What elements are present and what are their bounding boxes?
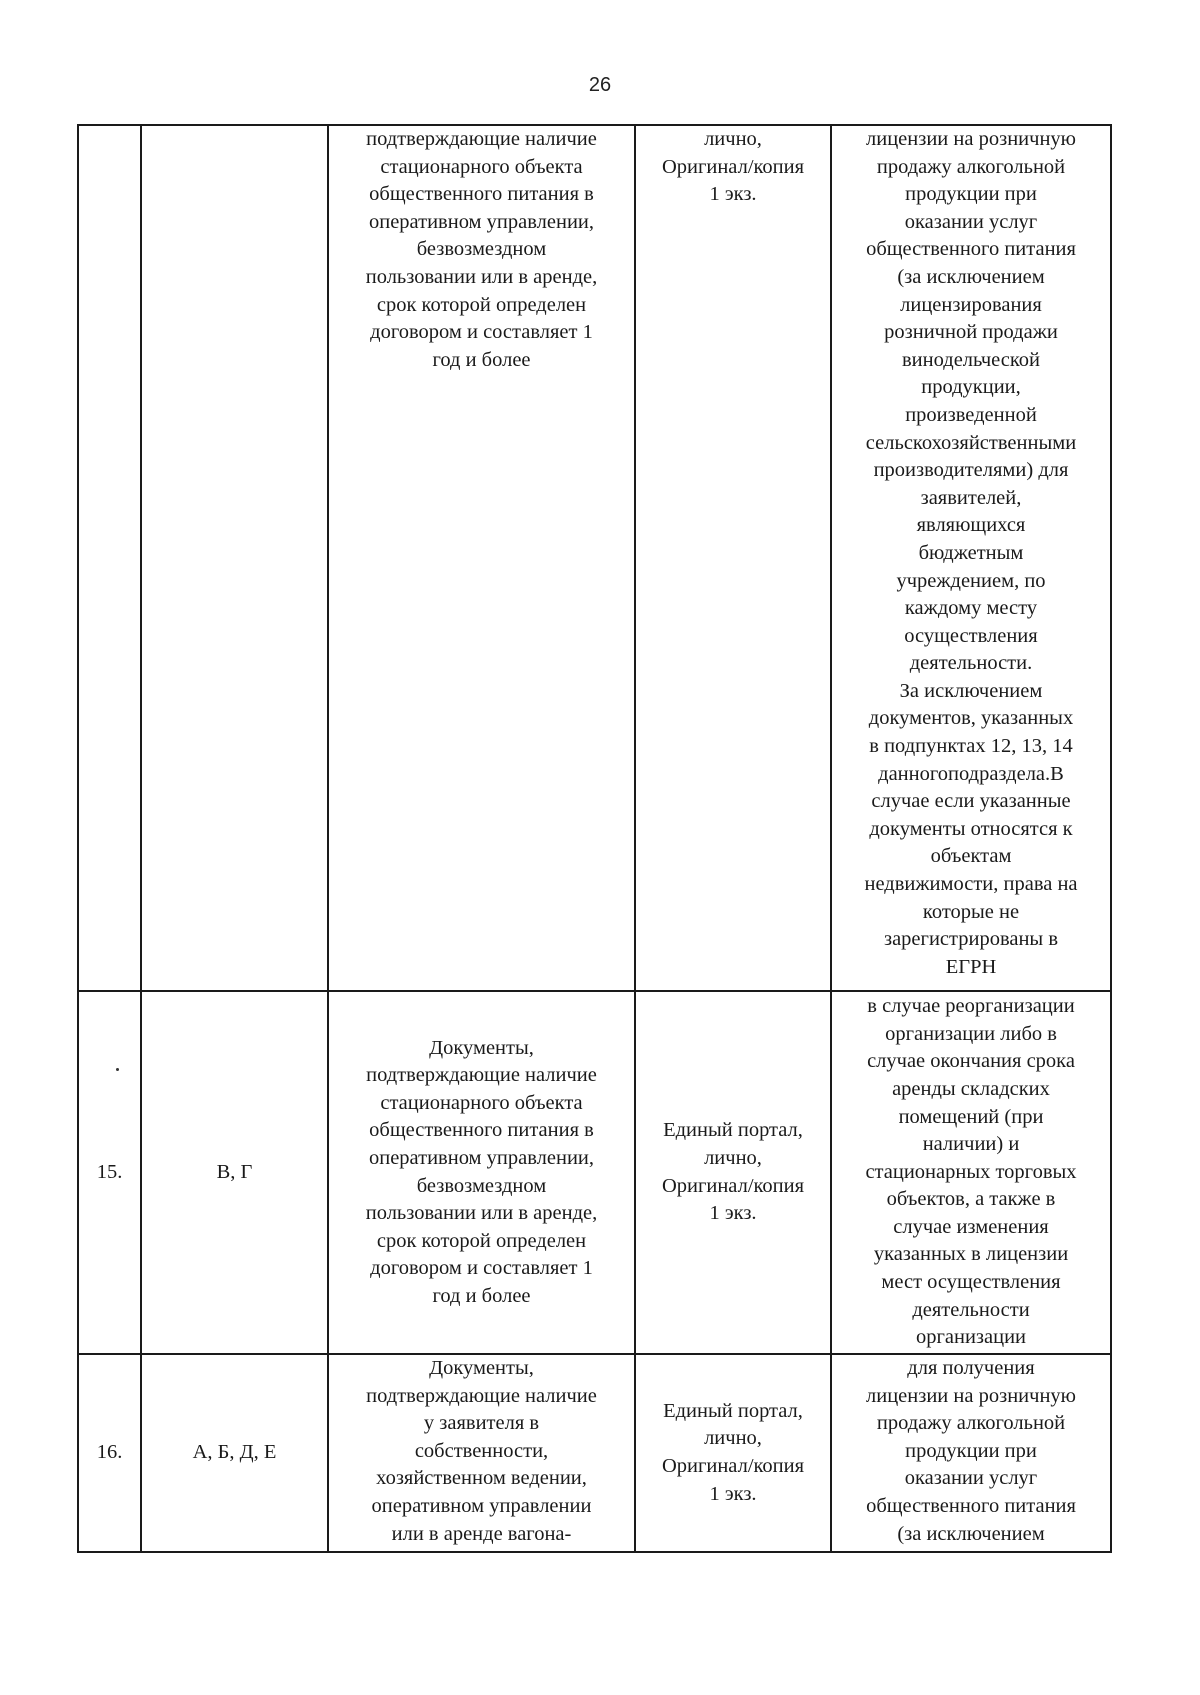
- conditions-cell: [831, 125, 1111, 991]
- conditions-text: для получения лицензии на розничную продажу алкогольной продукции при оказании услуг общественного питания (за исключением: [866, 1357, 1076, 1545]
- categories-cell: [141, 991, 328, 1354]
- row-number: 15.: [96, 1160, 123, 1183]
- conditions-cell: [831, 991, 1111, 1354]
- table-row: [78, 1354, 1111, 1552]
- categories-cell: [141, 125, 328, 991]
- conditions-cell: [831, 1354, 1111, 1552]
- submission-text: Единый портал, лично, Оригинал/копия 1 экз.: [661, 1119, 805, 1225]
- table-row: [78, 991, 1111, 1354]
- stray-mark: [116, 1068, 119, 1071]
- documents-cell: [328, 125, 635, 991]
- submission-text: Единый портал, лично, Оригинал/копия 1 экз.: [661, 1399, 805, 1505]
- documents-text: подтверждающие наличие стационарного объекта общественного питания в оперативном управлении, безвозмездном пользовании или в аренде, срок которой определен договором и составляет 1 год и более: [365, 128, 598, 371]
- documents-cell: [328, 991, 635, 1354]
- documents-text: Документы, подтверждающие наличие стационарного объекта общественного питания в оперативном управлении, безвозмездном пользовании или в аренде, срок которой определен договором и составляет 1 год и более: [365, 1036, 598, 1307]
- categories: А, Б, Д, Е: [192, 1441, 277, 1464]
- conditions-text: лицензии на розничную продажу алкогольной продукции при оказании услуг общественного питания (за исключением лицензирования розничной продажи винодельческой продукции, произведенной сельскохозяйственными производителями) для заявителей, являющихся бюджетным учреждением, по каждому месту осуществления деятельности. За исключением документов, указанных в подпунктах 12, 13, 14 данногоподраздела.В случае если указанные документы относятся к объектам недвижимости, права на которые не зарегистрированы в ЕГРН: [864, 128, 1078, 978]
- categories-cell: [141, 1354, 328, 1552]
- requirements-table: [77, 124, 1112, 1553]
- submission-text: лично, Оригинал/копия 1 экз.: [661, 128, 805, 206]
- documents-cell: [328, 1354, 635, 1552]
- row-number-cell: [78, 1354, 141, 1552]
- submission-cell: [635, 991, 831, 1354]
- submission-cell: [635, 1354, 831, 1552]
- submission-cell: [635, 125, 831, 991]
- table-row: [78, 125, 1111, 991]
- row-number-cell: [78, 991, 141, 1354]
- conditions-text: в случае реорганизации организации либо в случае окончания срока аренды складских помещений (при наличии) и стационарных торговых объектов, а также в случае изменения указанных в лицензии мест осуществления деятельности организации: [865, 995, 1077, 1349]
- documents-text: Документы, подтверждающие наличие у заявителя в собственности, хозяйственном ведении, оперативном управлении или в аренде вагона-: [366, 1357, 597, 1545]
- page-number: 26: [588, 74, 612, 96]
- categories: В, Г: [216, 1160, 253, 1183]
- row-number-cell: [78, 125, 141, 991]
- row-number: 16.: [96, 1441, 123, 1464]
